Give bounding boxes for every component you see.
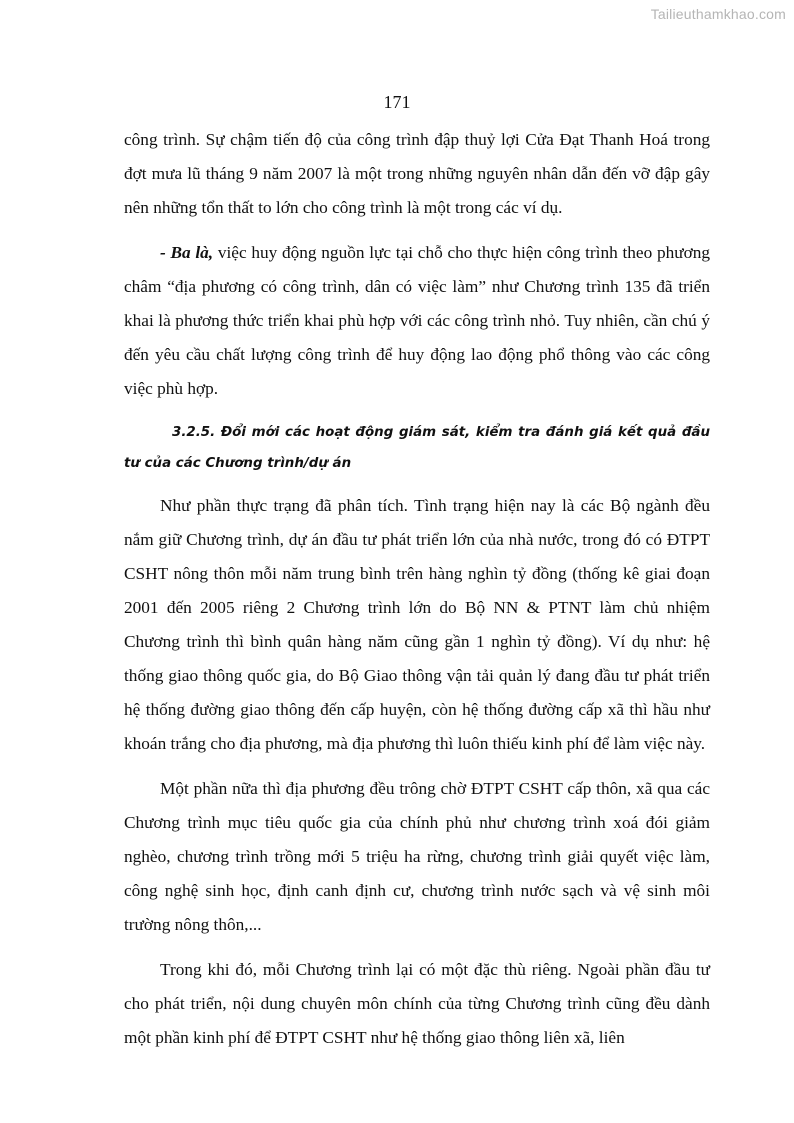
paragraph-program-specifics: Trong khi đó, mỗi Chương trình lại có một đặc thù riêng. Ngoài phần đầu tư cho phát triển, nội dung chuyên môn chính của từng Chương trình cũng đều dành một phần kinh phí để ĐTPT CSHT như hệ thống giao thông liên xã, liên <box>124 960 710 1047</box>
paragraph-body: việc huy động nguồn lực tại chỗ cho thực hiện công trình theo phương châm “địa phương có công trình, dân có việc làm” như Chương trình 135 đã triển khai là phương thức triển khai phù hợp với các công trình nhỏ. Tuy nhiên, cần chú ý đến yêu cầu chất lượng công trình để huy động lao động phổ thông vào các công việc phù hợp. <box>124 243 711 398</box>
page-number: 171 <box>383 92 411 112</box>
paragraph-continuation: công trình. Sự chậm tiến độ của công trình đập thuỷ lợi Cửa Đạt Thanh Hoá trong đợt mưa lũ tháng 9 năm 2007 là một trong những nguyên nhân dẫn đến vỡ đập gây nên những tổn thất to lớn cho công trình là một trong các ví dụ. <box>124 130 710 217</box>
paragraph-local-expectation: Một phần nữa thì địa phương đều trông chờ ĐTPT CSHT cấp thôn, xã qua các Chương trình mục tiêu quốc gia của chính phủ như chương trình xoá đói giảm nghèo, chương trình trồng mới 5 triệu ha rừng, chương trình giải quyết việc làm, công nghệ sinh học, định canh định cư, chương trình nước sạch và vệ sinh môi trường nông thôn,... <box>124 779 710 934</box>
paragraph-status: Như phần thực trạng đã phân tích. Tình trạng hiện nay là các Bộ ngành đều nắm giữ Chương trình, dự án đầu tư phát triển lớn của nhà nước, trong đó có ĐTPT CSHT nông thôn mỗi năm trung bình trên hàng nghìn tỷ đồng (thống kê giai đoạn 2001 đến 2005 riêng 2 Chương trình lớn do Bộ NN & PTNT làm chủ nhiệm Chương trình thì bình quân hàng năm cũng gần 1 nghìn tỷ đồng). Ví dụ như: hệ thống giao thông quốc gia, do Bộ Giao thông vận tải quản lý đang đầu tư phát triển hệ thống đường giao thông đến cấp huyện, còn hệ thống đường cấp xã thì hầu như khoán trắng cho địa phương, mà địa phương thì luôn thiếu kinh phí để làm việc này. <box>124 496 710 753</box>
watermark: Tailieuthamkhao.com <box>650 6 786 22</box>
page-body <box>124 123 710 1066</box>
paragraph-lead: - Ba là, <box>160 243 214 262</box>
section-heading: 3.2.5. Đổi mới các hoạt động giám sát, kiểm tra đánh giá kết quả đầu tư của các Chương trình/dự án <box>124 425 710 471</box>
paragraph-ba-la <box>124 236 710 406</box>
